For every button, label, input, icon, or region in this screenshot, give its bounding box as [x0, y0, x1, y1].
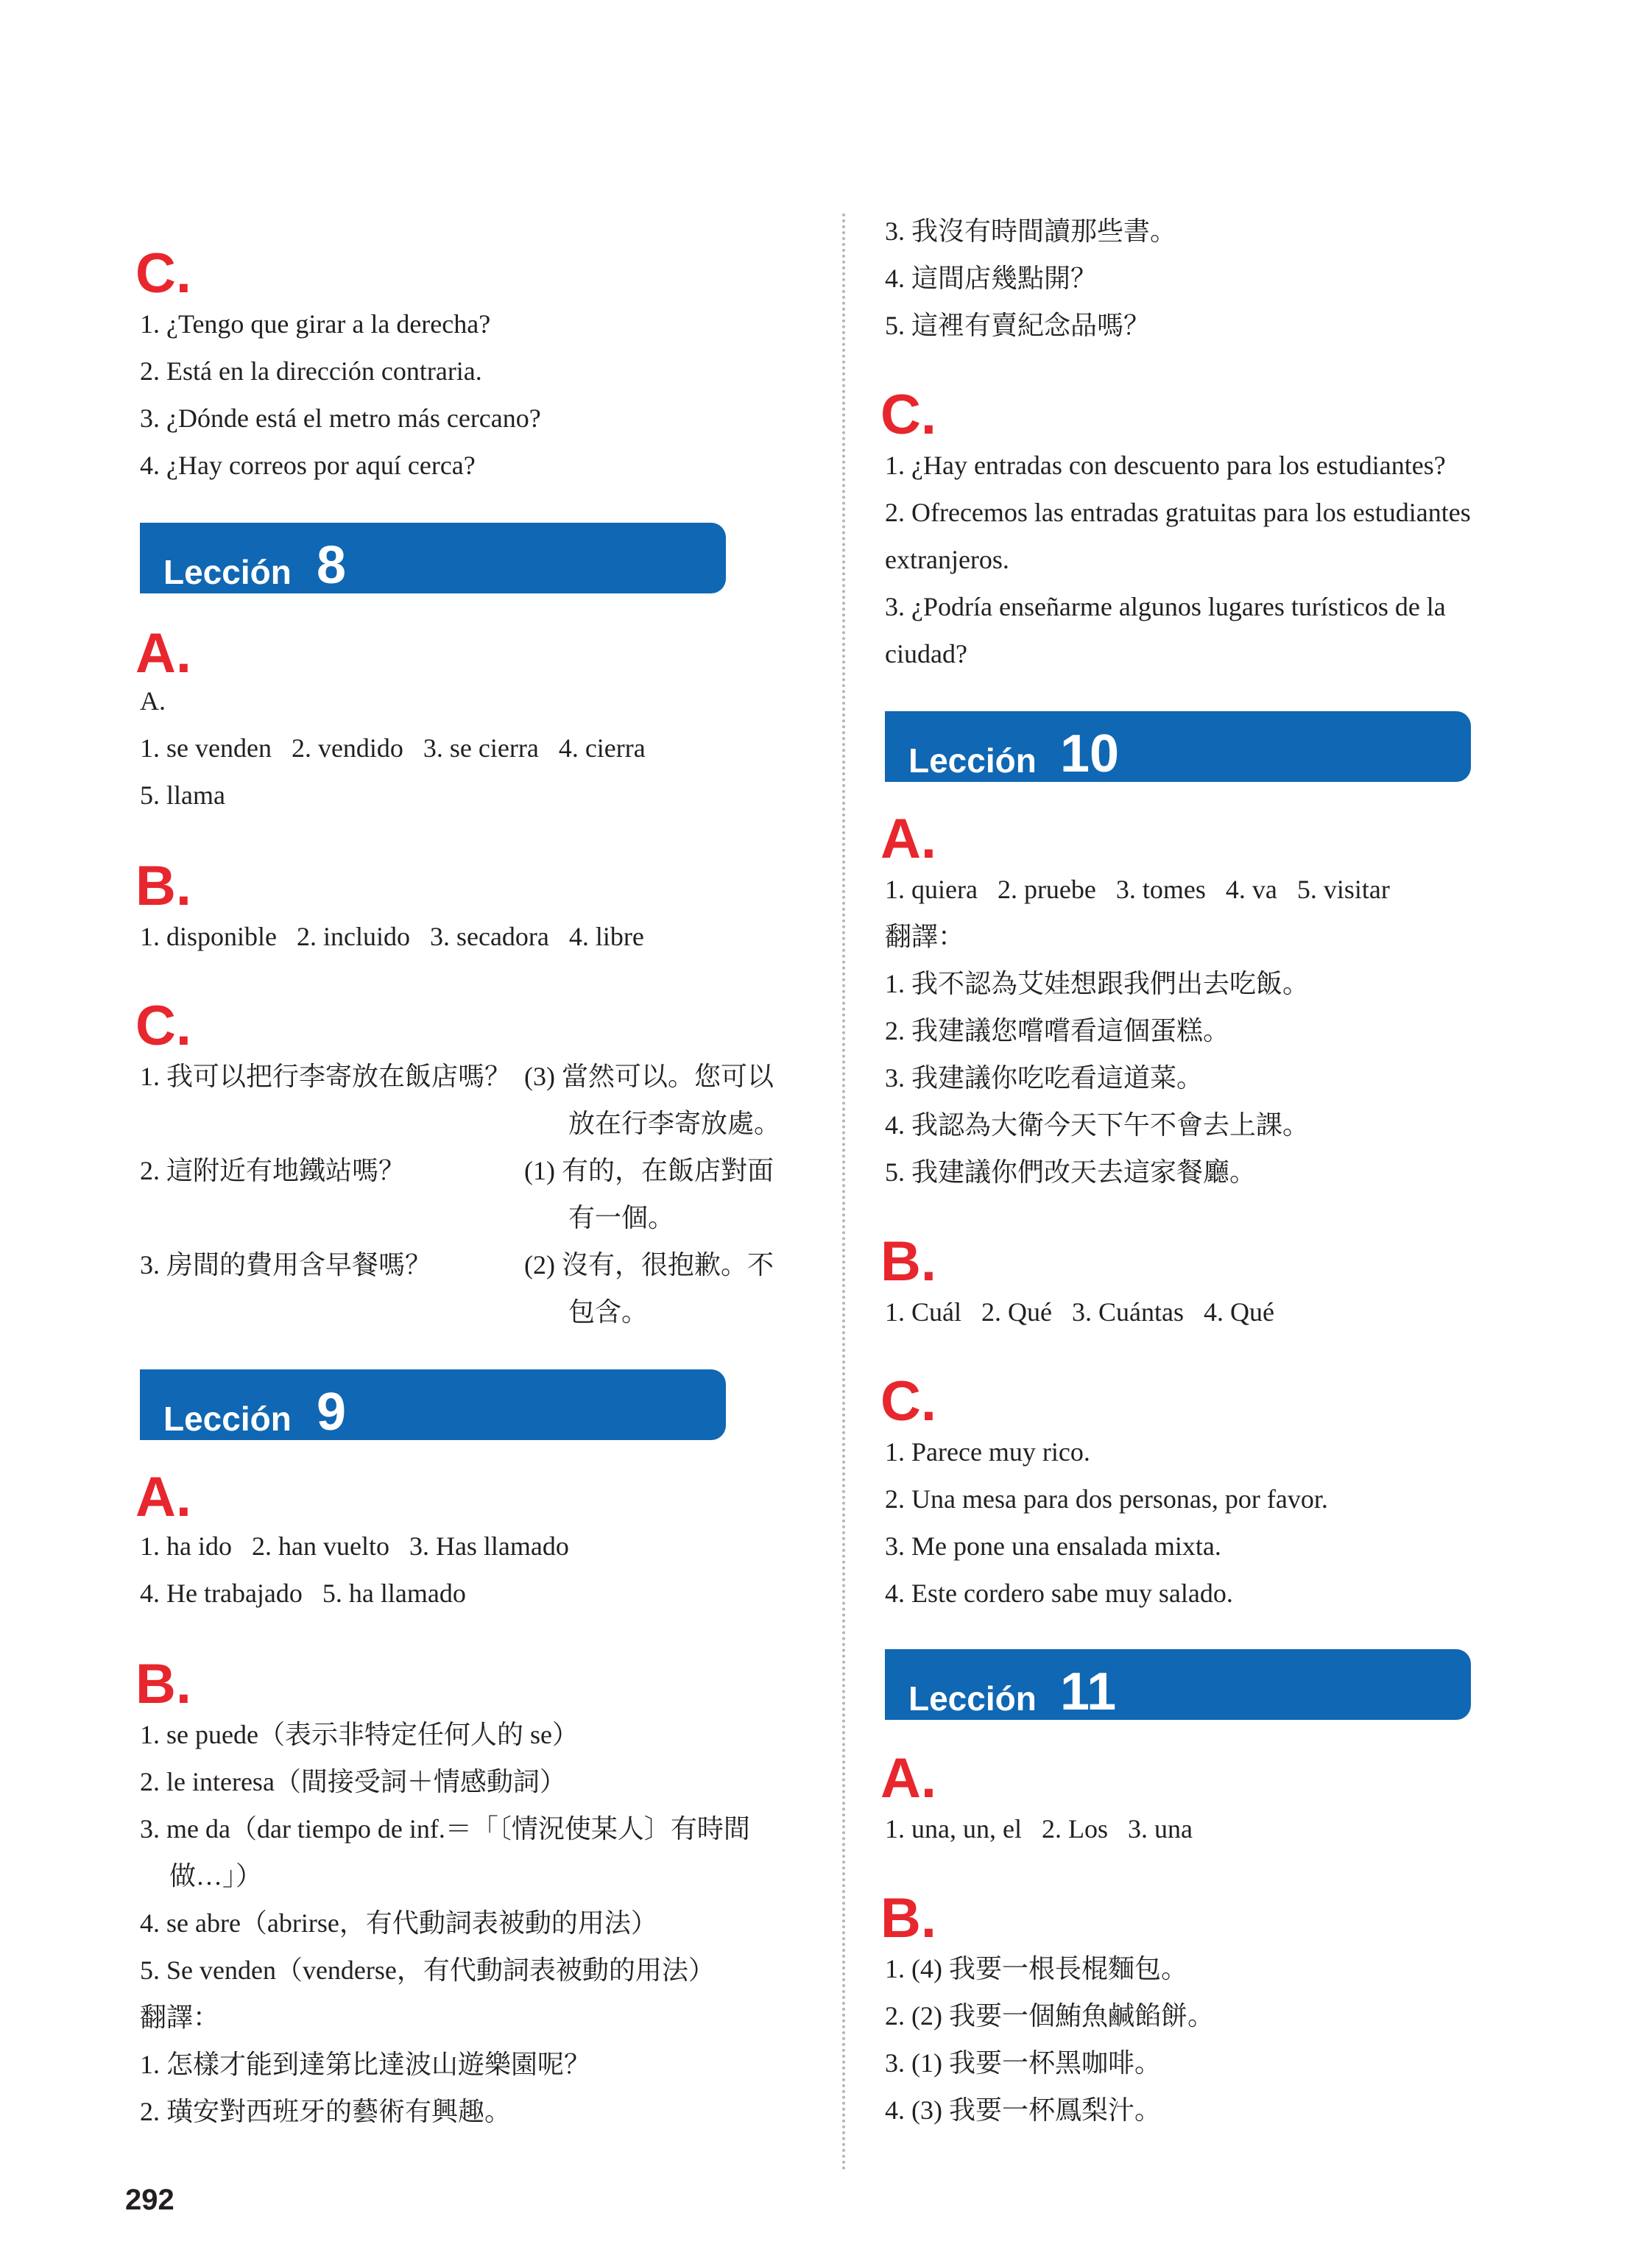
matching-row: [140, 1241, 817, 1336]
section-letter-b: B.: [135, 855, 191, 917]
section-letter-c: C.: [135, 242, 191, 305]
matching-answer: (3) 當然可以。您可以: [524, 1062, 774, 1091]
answer-line: 2. 我建議您嚐嚐看這個蛋糕。: [885, 1016, 1230, 1045]
lesson-number: 10: [1060, 724, 1120, 783]
answer-line: A.: [140, 686, 166, 716]
translation-heading: 翻譯：: [140, 2003, 220, 2032]
section-letter-a: A.: [880, 808, 936, 870]
answer-list: [885, 208, 1562, 349]
answer-list: [140, 913, 817, 960]
translation-heading: 翻譯：: [885, 922, 965, 951]
answer-list: [885, 1428, 1562, 1617]
answer-line: 1. 我不認為艾娃想跟我們出去吃飯。: [885, 969, 1310, 998]
answer-line: 2. Una mesa para dos personas, por favor.: [885, 1484, 1328, 1514]
page-number: 292: [125, 2184, 174, 2216]
answer-list: [140, 1711, 817, 2135]
section-letter-c: C.: [880, 384, 936, 446]
answer-line: 4. Este cordero sabe muy salado.: [885, 1579, 1233, 1608]
lesson-word: Lección: [908, 1679, 1037, 1718]
lesson-11-banner: [885, 1649, 1471, 1720]
answer-line: 1. quiera 2. pruebe 3. tomes 4. va 5. visitar: [885, 875, 1390, 904]
answer-line: 1. se puede（表示非特定任何人的 se）: [140, 1720, 579, 1749]
answer-line: 1. disponible 2. incluido 3. secadora 4. libre: [140, 922, 644, 951]
answer-list: [885, 1288, 1562, 1336]
answer-line: 1. ha ido 2. han vuelto 3. Has llamado: [140, 1531, 569, 1561]
answer-line: 1. Parece muy rico.: [885, 1437, 1090, 1467]
answer-line: 4. ¿Hay correos por aquí cerca?: [140, 451, 476, 480]
section-letter-b: B.: [880, 1887, 936, 1950]
section-letter-c: C.: [880, 1370, 936, 1433]
section-letter-a: A.: [135, 1466, 191, 1528]
section-letter-a: A.: [135, 622, 191, 685]
answer-line: 3. Me pone una ensalada mixta.: [885, 1531, 1221, 1561]
matching-question: 1. 我可以把行李寄放在飯店嗎？: [140, 1062, 512, 1091]
column-divider: [842, 214, 845, 2172]
answer-line: 3. (1) 我要一杯黑咖啡。: [885, 2048, 1161, 2078]
matching-answer-cont: 放在行李寄放處。: [568, 1109, 781, 1138]
matching-row: [140, 1147, 817, 1241]
answer-line: 4. se abre（abrirse，有代動詞表被動的用法）: [140, 1908, 657, 1938]
answer-line: 2. Está en la dirección contraria.: [140, 356, 482, 386]
lesson-8-banner: [140, 523, 726, 593]
matching-row: [140, 1053, 817, 1147]
answer-line: 5. 這裡有賣紀念品嗎？: [885, 311, 1151, 340]
lesson-word: Lección: [163, 1400, 292, 1438]
answer-line: extranjeros.: [885, 545, 1009, 574]
answer-list: [885, 1805, 1562, 1852]
answer-line: 2. 璜安對西班牙的藝術有興趣。: [140, 2097, 512, 2126]
lesson-10-banner: [885, 711, 1471, 782]
answer-line: 3. 我建議你吃吃看這道菜。: [885, 1063, 1204, 1093]
matching-question: 3. 房間的費用含早餐嗎？: [140, 1250, 432, 1280]
section-letter-b: B.: [135, 1653, 191, 1715]
lesson-word: Lección: [908, 741, 1037, 780]
answer-line: 4. He trabajado 5. ha llamado: [140, 1579, 466, 1608]
answer-list: [885, 442, 1562, 677]
section-letter-c: C.: [135, 995, 191, 1057]
lesson-word: Lección: [163, 553, 292, 591]
answer-line: 4. 這間店幾點開？: [885, 264, 1098, 293]
answer-line: 3. ¿Podría enseñarme algunos lugares turísticos de la: [885, 592, 1446, 621]
lesson-number: 11: [1060, 1662, 1117, 1721]
matching-answer: (1) 有的，在飯店對面: [524, 1156, 774, 1185]
section-letter-a: A.: [880, 1747, 936, 1810]
answer-line: 3. 我沒有時間讀那些書。: [885, 216, 1177, 246]
answer-list: [140, 300, 817, 489]
answer-list: [885, 866, 1562, 1196]
matching-answers: [140, 1053, 817, 1336]
answer-list: [140, 1523, 817, 1617]
answer-line: 1. (4) 我要一根長棍麵包。: [885, 1954, 1187, 1983]
matching-answer-cont: 包含。: [568, 1297, 649, 1327]
answer-line: 5. Se venden（venderse，有代動詞表被動的用法）: [140, 1955, 715, 1985]
answer-line: 4. (3) 我要一杯鳳梨汁。: [885, 2095, 1161, 2125]
answer-line: 2. le interesa（間接受詞＋情感動詞）: [140, 1767, 566, 1796]
answer-line: 1. se venden 2. vendido 3. se cierra 4. cierra: [140, 733, 646, 763]
answer-line: 3. ¿Dónde está el metro más cercano?: [140, 403, 541, 433]
lesson-9-banner: [140, 1369, 726, 1440]
matching-question: 2. 這附近有地鐵站嗎？: [140, 1156, 406, 1185]
lesson-number: 8: [317, 536, 347, 595]
answer-line: 5. 我建議你們改天去這家餐廳。: [885, 1157, 1257, 1187]
answer-list: [885, 1945, 1562, 2134]
lesson-number: 9: [317, 1383, 347, 1442]
answer-line: 做…」）: [169, 1861, 263, 1891]
answer-line: 1. Cuál 2. Qué 3. Cuántas 4. Qué: [885, 1297, 1274, 1327]
answer-line: 1. una, un, el 2. Los 3. una: [885, 1814, 1193, 1844]
answer-line: 4. 我認為大衛今天下午不會去上課。: [885, 1110, 1310, 1140]
answer-line: 1. ¿Tengo que girar a la derecha?: [140, 309, 491, 339]
answer-list: [140, 677, 817, 819]
answer-line: 3. me da（dar tiempo de inf.＝「〔情況使某人〕有時間: [140, 1814, 750, 1844]
matching-answer-cont: 有一個。: [568, 1203, 675, 1232]
answer-line: 5. llama: [140, 780, 225, 810]
answer-line: 1. 怎樣才能到達第比達波山遊樂園呢？: [140, 2050, 591, 2079]
matching-answer: (2) 沒有，很抱歉。不: [524, 1250, 774, 1280]
answer-line: ciudad?: [885, 639, 967, 669]
answer-line: 2. Ofrecemos las entradas gratuitas para los estudiantes: [885, 498, 1471, 527]
section-letter-b: B.: [880, 1230, 936, 1293]
answer-line: 1. ¿Hay entradas con descuento para los estudiantes?: [885, 451, 1446, 480]
answer-line: 2. (2) 我要一個鮪魚鹹餡餅。: [885, 2001, 1214, 2031]
